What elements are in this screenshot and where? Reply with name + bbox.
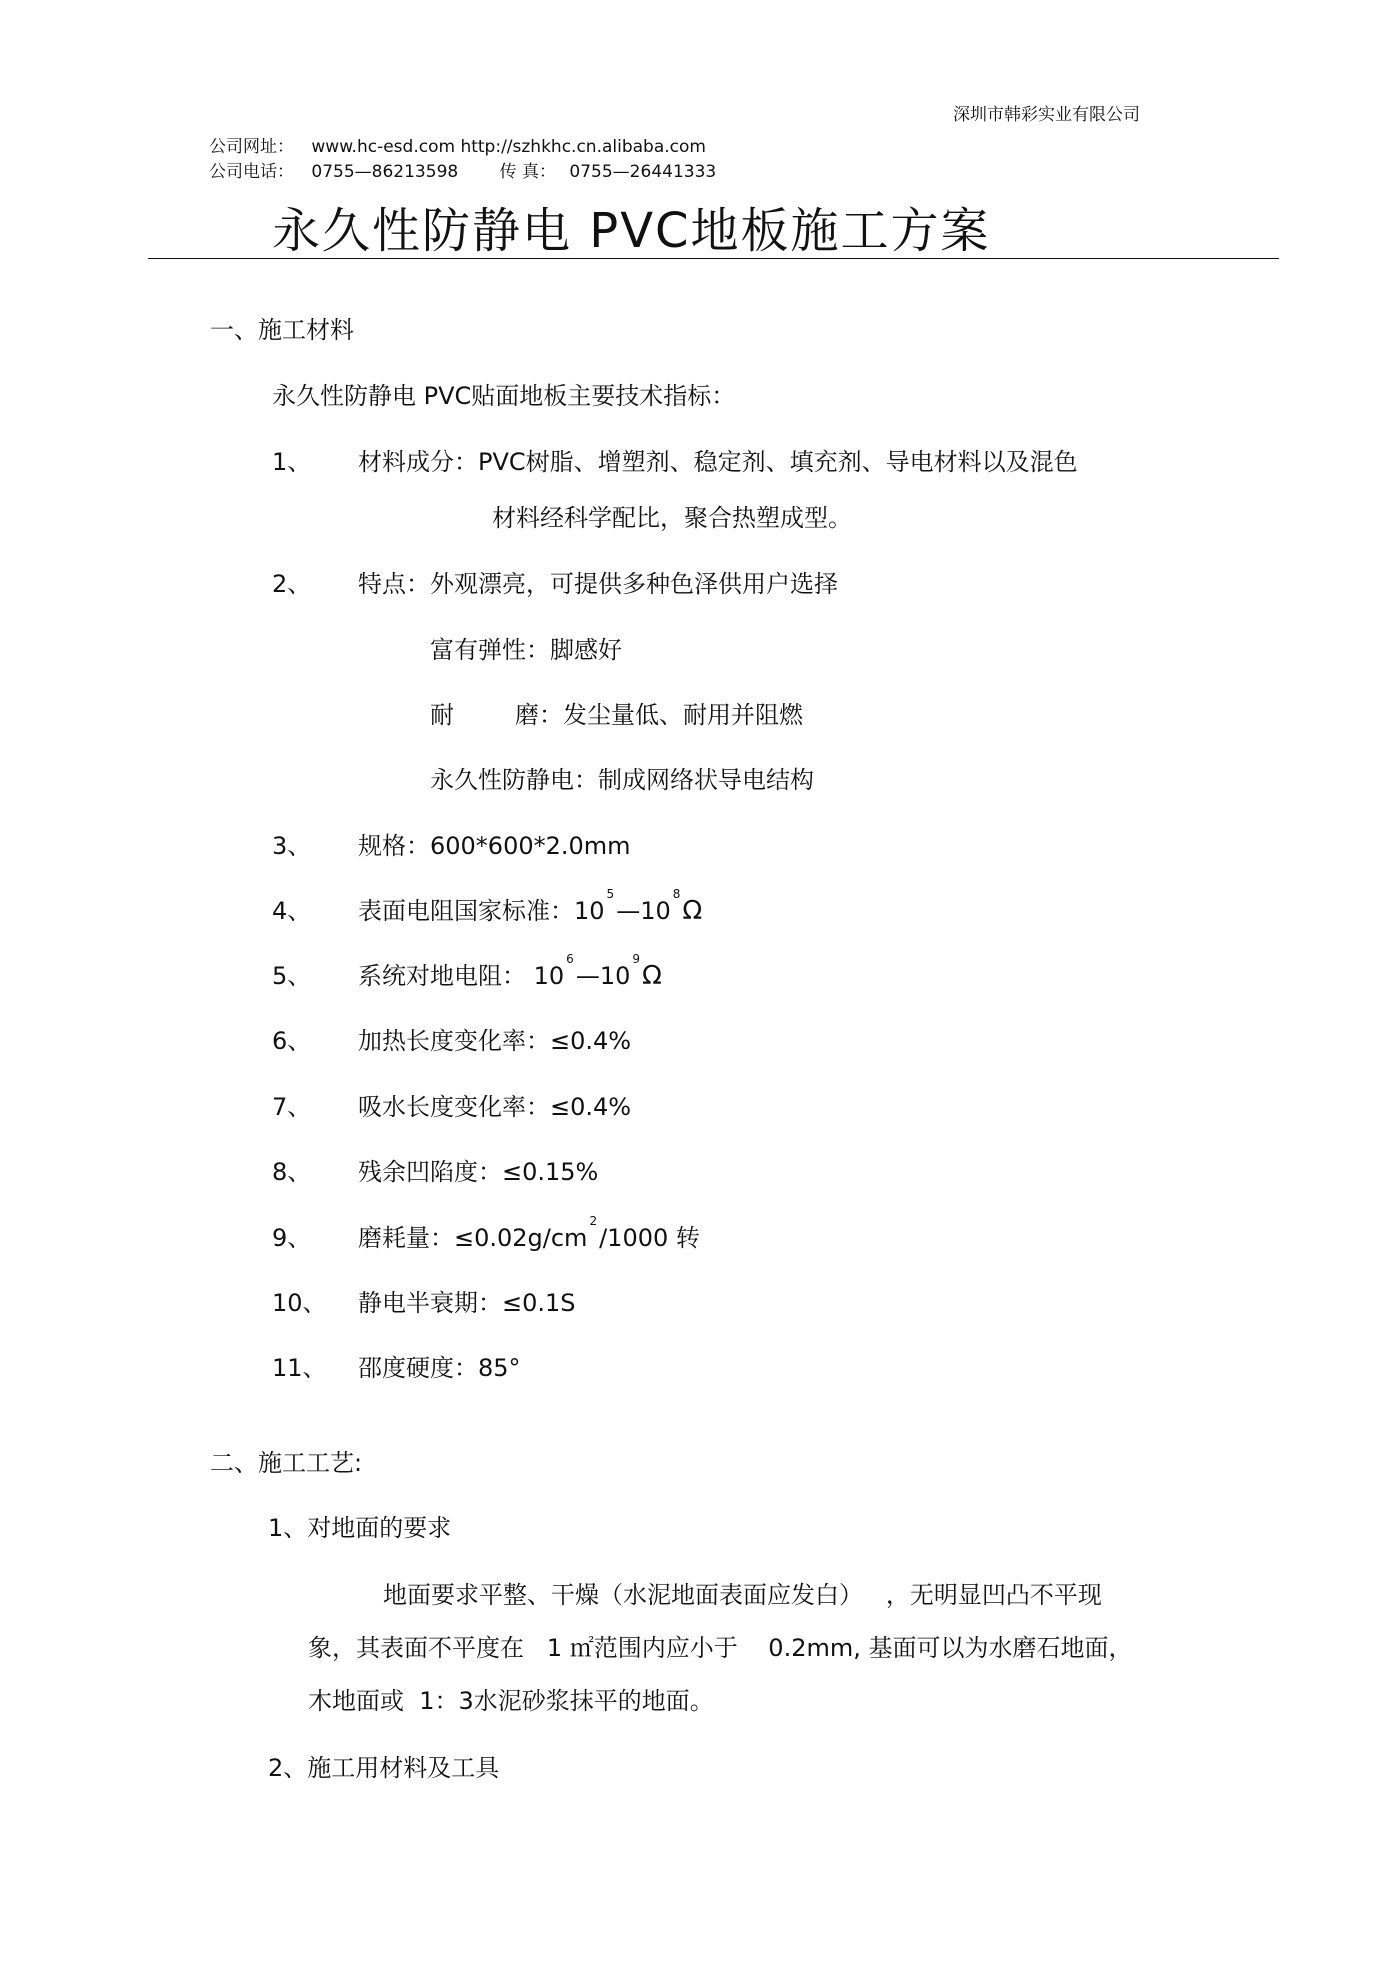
superscript: 8 [672, 887, 681, 901]
document-title: 永久性防静电 PVC地板施工方案 [272, 203, 991, 259]
fax-label: 传 真： [499, 162, 557, 182]
subsection2-heading: 2、施工用材料及工具 [268, 1754, 500, 1782]
item-text: 邵度硬度：85° [358, 1354, 521, 1382]
phone-line [209, 157, 716, 182]
item-number: 8、 [272, 1158, 312, 1186]
item-continuation: 材料经科学配比，聚合热塑成型。 [492, 504, 852, 532]
section2-heading: 二、施工工艺: [210, 1449, 363, 1477]
text-part: /1000 转 [599, 1224, 700, 1252]
ohm-unit: Ω [642, 961, 662, 991]
item-sub: 富有弹性：脚感好 [430, 636, 622, 664]
item-text: 规格：600*600*2.0mm [358, 832, 631, 860]
item-text: 加热长度变化率：≤0.4% [358, 1027, 632, 1055]
item-sub: 耐 磨：发尘量低、耐用并阻燃 [430, 701, 804, 729]
item-number: 6、 [272, 1027, 312, 1055]
phone-value: 0755—86213598 [311, 162, 459, 182]
superscript: 6 [566, 952, 574, 966]
website-line [209, 132, 706, 157]
item-text: 静电半衰期：≤0.1S [358, 1289, 576, 1317]
text-part: 系统对地电阻： 10 [358, 962, 565, 990]
item-text [358, 887, 703, 926]
item-number: 2、 [272, 570, 312, 598]
text-part: 表面电阻国家标准：10 [358, 897, 605, 925]
section1-heading: 一、施工材料 [210, 316, 354, 344]
item-number: 5、 [272, 962, 312, 990]
item-sub: 永久性防静电：制成网络状导电结构 [430, 766, 814, 794]
item-number: 10、 [272, 1289, 327, 1317]
paragraph-line: 地面要求平整、干燥（水泥地面表面应发白） ，无明显凹凸不平现 [383, 1581, 1102, 1609]
item-text: 吸水长度变化率：≤0.4% [358, 1093, 632, 1121]
paragraph-line: 象，其表面不平度在 1 ㎡范围内应小于 0.2mm, 基面可以为水磨石地面， [308, 1634, 1133, 1662]
text-part: —10 [616, 897, 671, 925]
item-number: 1、 [272, 448, 312, 476]
item-text [358, 952, 662, 991]
company-name: 深圳市韩彩实业有限公司 [953, 105, 1140, 125]
superscript: 2 [589, 1214, 598, 1228]
section1-intro: 永久性防静电 PVC贴面地板主要技术指标： [272, 382, 736, 410]
item-text: 材料成分：PVC树脂、增塑剂、稳定剂、填充剂、导电材料以及混色 [358, 448, 1078, 476]
item-text: 特点：外观漂亮，可提供多种色泽供用户选择 [358, 570, 838, 598]
fax-value: 0755—26441333 [569, 162, 717, 182]
item-number: 3、 [272, 832, 312, 860]
item-text [358, 1214, 700, 1253]
paragraph-line: 木地面或 1：3水泥砂浆抹平的地面。 [308, 1687, 714, 1715]
item-number: 11、 [272, 1354, 327, 1382]
item-number: 9、 [272, 1224, 312, 1252]
superscript: 9 [632, 952, 640, 966]
website-value: www.hc-esd.com http://szhkhc.cn.alibaba.com [311, 137, 706, 157]
item-number: 7、 [272, 1093, 312, 1121]
ohm-unit: Ω [682, 896, 703, 926]
superscript: 5 [606, 887, 615, 901]
item-number: 4、 [272, 897, 312, 925]
website-label: 公司网址： [209, 137, 294, 157]
subsection1-heading: 1、对地面的要求 [268, 1514, 452, 1542]
phone-label: 公司电话： [209, 162, 294, 182]
text-part: 磨耗量：≤0.02g/cm [358, 1224, 588, 1252]
text-part: —10 [575, 962, 631, 990]
title-divider [148, 258, 1279, 259]
item-text: 残余凹陷度：≤0.15% [358, 1158, 599, 1186]
